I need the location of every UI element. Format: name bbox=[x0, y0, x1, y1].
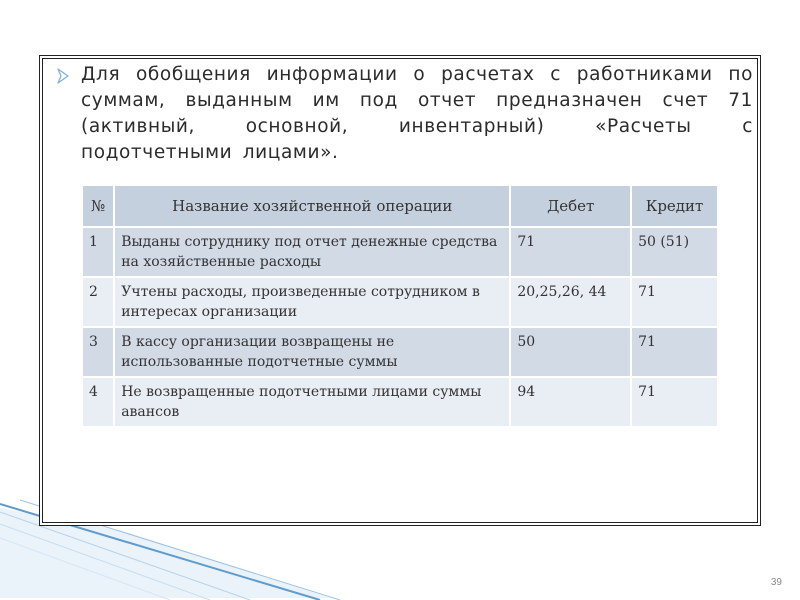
table-header-row bbox=[82, 185, 718, 227]
cell-debet: 20,25,26, 44 bbox=[510, 277, 631, 327]
cell-num: 2 bbox=[82, 277, 114, 327]
cell-operation-name: Не возвращенные подотчетными лицами суммы авансов bbox=[114, 377, 510, 427]
cell-credit: 71 bbox=[631, 377, 718, 427]
cell-debet: 71 bbox=[510, 227, 631, 277]
header-num: № bbox=[82, 185, 114, 227]
bullet-text: Для обобщения информации о расчетах с работниками по суммам, выданным им под отчет предназначен счет 71 (активный, основной, инвентарный) «Расчеты с подотчетными лицами». bbox=[81, 64, 753, 163]
header-operation-name: Название хозяйственной операции bbox=[114, 185, 510, 227]
cell-debet: 50 bbox=[510, 327, 631, 377]
cell-num: 4 bbox=[82, 377, 114, 427]
cell-operation-name: Выданы сотруднику под отчет денежные средства на хозяйственные расходы bbox=[114, 227, 510, 277]
cell-credit: 71 bbox=[631, 327, 718, 377]
cell-operation-name: Учтены расходы, произведенные сотрудником в интересах организации bbox=[114, 277, 510, 327]
table-row bbox=[82, 377, 718, 427]
header-credit: Кредит bbox=[631, 185, 718, 227]
table-row bbox=[82, 327, 718, 377]
cell-num: 3 bbox=[82, 327, 114, 377]
table-row bbox=[82, 277, 718, 327]
arrow-bullet-icon bbox=[56, 67, 70, 85]
operations-table bbox=[81, 184, 719, 428]
page-number: 39 bbox=[770, 577, 782, 588]
header-debet: Дебет bbox=[510, 185, 631, 227]
cell-num: 1 bbox=[82, 227, 114, 277]
cell-operation-name: В кассу организации возвращены не использованные подотчетные суммы bbox=[114, 327, 510, 377]
table-row bbox=[82, 227, 718, 277]
bullet-paragraph bbox=[46, 62, 758, 166]
cell-debet: 94 bbox=[510, 377, 631, 427]
cell-credit: 50 (51) bbox=[631, 227, 718, 277]
cell-credit: 71 bbox=[631, 277, 718, 327]
